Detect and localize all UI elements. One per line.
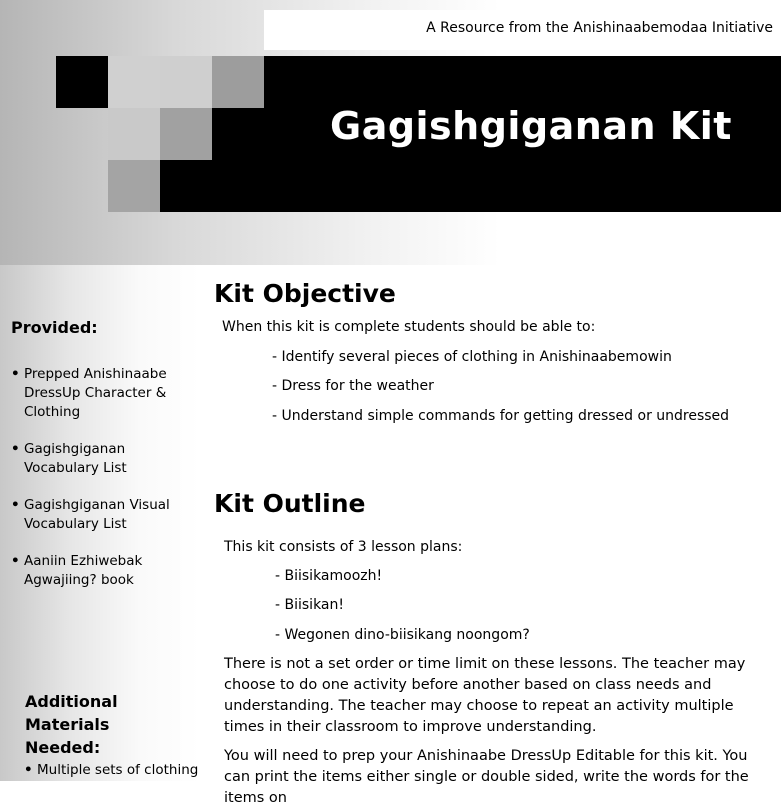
decor-square <box>108 160 160 212</box>
objective-heading: Kit Objective <box>214 279 396 308</box>
decor-square <box>56 56 108 108</box>
outline-heading: Kit Outline <box>214 489 366 518</box>
provided-list <box>11 365 191 608</box>
additional-heading: Additional Materials Needed: <box>25 692 118 757</box>
decor-square <box>108 108 160 160</box>
objective-item: - Understand simple commands for getting dressed or undressed <box>272 408 730 424</box>
decor-square <box>212 56 264 108</box>
list-item: • Gagishgiganan Vocabulary List <box>11 440 191 478</box>
lesson-item: - Biisikamoozh! <box>275 568 383 584</box>
additional-list <box>24 761 204 798</box>
page-title: Gagishgiganan Kit <box>330 104 732 148</box>
objective-item: - Identify several pieces of clothing in Anishinaabemowin <box>272 349 672 365</box>
list-item: • Gagishgiganan Visual Vocabulary List <box>11 496 191 534</box>
outline-intro: This kit consists of 3 lesson plans: <box>224 539 463 555</box>
list-item: • Aaniin Ezhiwebak Agwajiing? book <box>11 552 191 590</box>
outline-paragraph: You will need to prep your Anishinaabe DressUp Editable for this kit. You can print the items either single or double sided, write the words for the items on <box>224 748 749 806</box>
lesson-item: - Biisikan! <box>275 597 344 613</box>
decor-square <box>108 56 160 108</box>
resource-line: A Resource from the Anishinaabemodaa Initiative <box>426 20 773 36</box>
outline-paragraph: There is not a set order or time limit on these lessons. The teacher may choose to do one activity before another based on class needs and understanding. The teacher may choose to repeat an activity multiple times in their classroom to improve understanding. <box>224 656 746 735</box>
objective-item: - Dress for the weather <box>272 378 434 394</box>
objective-intro: When this kit is complete students should be able to: <box>222 319 596 335</box>
decor-square <box>160 56 212 108</box>
lesson-item: - Wegonen dino-biisikang noongom? <box>275 627 530 643</box>
list-item: • Prepped Anishinaabe DressUp Character & Clothing <box>11 365 191 422</box>
provided-heading: Provided: <box>11 318 98 337</box>
decor-square <box>160 108 212 160</box>
list-item: • Multiple sets of clothing <box>24 761 204 780</box>
